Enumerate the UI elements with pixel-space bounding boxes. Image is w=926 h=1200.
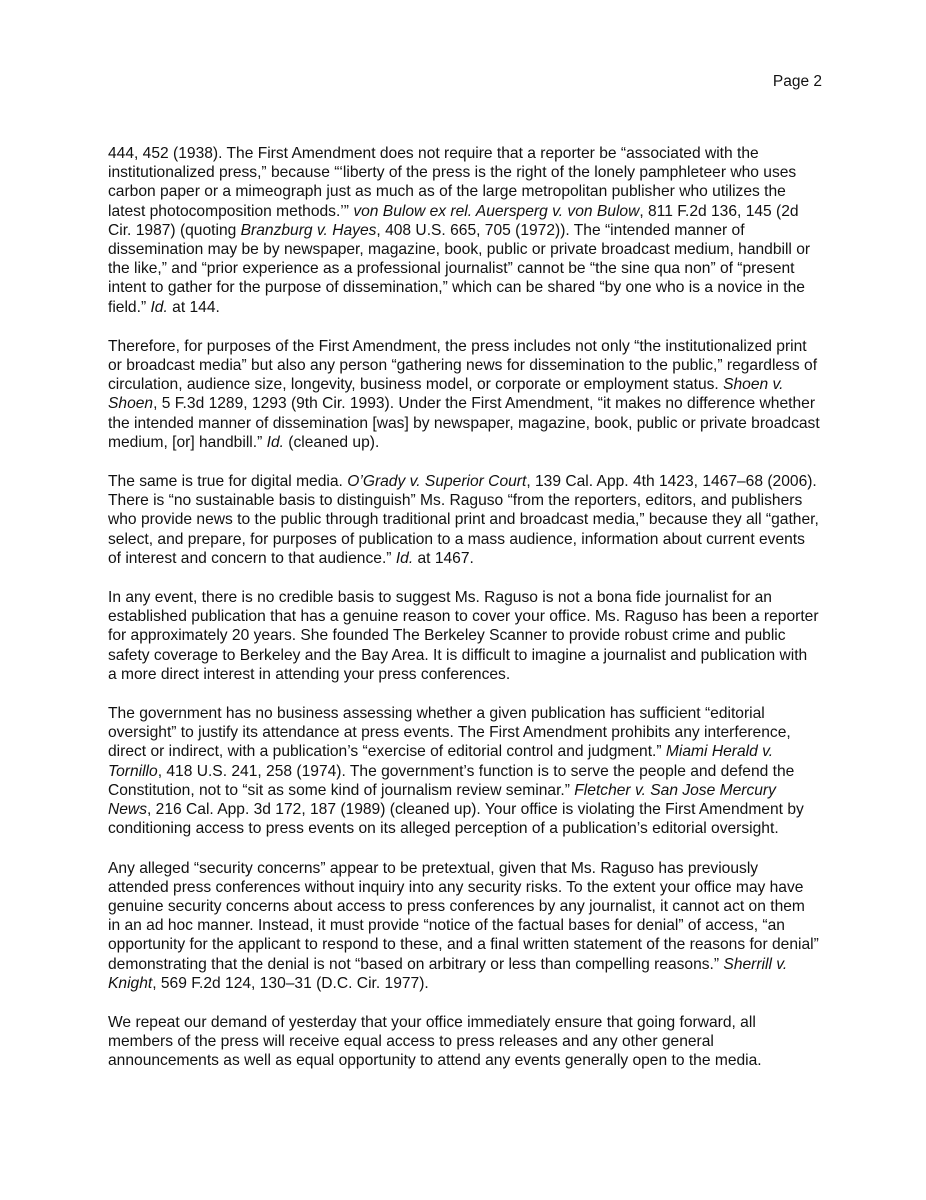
paragraph-text: , 811 F.2d 136, 145 (2d Cir. 1987) (quoting — [108, 202, 799, 239]
case-citation: Branzburg v. Hayes — [240, 221, 377, 239]
case-citation: Fletcher v. San Jose Mercury News — [108, 781, 776, 819]
paragraph-text: 444, 452 (1938). The First Amendment does not require that a reporter be “associated with the institutionalized press,” because “‘liberty of the press is the right of the lonely pamphleteer who uses carbon paper or a mimeograph just as much as of the large metropolitan publisher who utilizes the latest photocomposition methods.’” — [108, 145, 797, 220]
case-citation: O’Grady v. Superior Court — [347, 473, 527, 491]
paragraph-text: The same is true for digital media. — [108, 473, 348, 491]
paragraph-text: , 418 U.S. 241, 258 (1974). The government’s function is to serve the people and defend the Constitution, not to “sit as some kind of journalism review seminar.” — [108, 762, 795, 799]
paragraph — [108, 337, 820, 452]
paragraph-text: , 5 F.3d 1289, 1293 (9th Cir. 1993). Under the First Amendment, “it makes no difference whether the intended manner of dissemination [was] by newspaper, magazine, book, public or private broadcast medium, [or] handbill.” — [108, 395, 820, 451]
case-citation: Sherrill v. Knight — [108, 955, 788, 992]
paragraph-text: at 144. — [167, 298, 220, 316]
paragraph — [108, 1013, 820, 1071]
paragraph — [108, 859, 820, 993]
paragraph — [108, 704, 820, 838]
letter-body — [108, 144, 820, 1091]
paragraph-text: Therefore, for purposes of the First Amendment, the press includes not only “the institutionalized print or broadcast media” but also any person “gathering news for dissemination to the public,” regardless of circulation, audience size, longevity, business model, or corporate or employment status. — [108, 337, 818, 394]
paragraph-text: , 408 U.S. 665, 705 (1972)). The “intended manner of dissemination may be by newspaper, magazine, book, public or private broadcast medium, handbill or the like,” and “prior experience as a professional journalist” cannot be “the sine qua non” of “present intent to gather for the purpose of dissemination,” which can be shared “by one who is a novice in the field.” — [108, 221, 811, 316]
paragraph — [108, 472, 820, 568]
case-citation: Id. — [395, 549, 414, 567]
paragraph-text: (cleaned up). — [283, 433, 380, 451]
paragraph-text: at 1467. — [413, 549, 474, 567]
paragraph-text: , 569 F.2d 124, 130–31 (D.C. Cir. 1977). — [152, 974, 429, 992]
case-citation: Shoen v. Shoen — [108, 376, 784, 413]
case-citation: Id. — [150, 298, 168, 316]
paragraph-text: Any alleged “security concerns” appear to be pretextual, given that Ms. Raguso has previously attended press conferences without inquiry into any security risks. To the extent your office may have genuine security concerns about access to press conferences by any journalist, it cannot act on them in an ad hoc manner. Instead, it must provide “notice of the factual bases for denial” of access, “an opportunity for the applicant to respond to these, and a final written statement of the reasons for denial” demonstrating that the denial is not “based on arbitrary or less than compelling reasons.” — [108, 859, 819, 973]
paragraph-text: In any event, there is no credible basis to suggest Ms. Raguso is not a bona fide journalist for an established publication that has a genuine reason to cover your office. Ms. Raguso has been a reporter for approximately 20 years. She founded The Berkeley Scanner to provide robust crime and public safety coverage to Berkeley and the Bay Area. It is difficult to imagine a journalist and publication with a more direct interest in attending your press conferences. — [108, 589, 819, 683]
paragraph-text: We repeat our demand of yesterday that your office immediately ensure that going forward, all members of the press will receive equal access to press releases and any other general announcements as well as equal opportunity to attend any events generally open to the media. — [108, 1013, 762, 1070]
case-citation: von Bulow ex rel. Auersperg v. von Bulow — [353, 202, 640, 220]
case-citation: Miami Herald v. Tornillo — [108, 743, 774, 780]
paragraph-text: , 216 Cal. App. 3d 172, 187 (1989) (cleaned up). Your office is violating the First Amendment by conditioning access to press events on its alleged perception of a publication’s editorial oversight. — [108, 801, 804, 838]
paragraph-text: , 139 Cal. App. 4th 1423, 1467–68 (2006). There is “no sustainable basis to distinguish” Ms. Raguso “from the reporters, editors, and publishers who provide news to the public through traditional print and broadcast media,” because they all “gather, select, and prepare, for purposes of publication to a mass audience, information about current events of interest and concern to that audience.” — [108, 473, 819, 567]
page-number: Page 2 — [772, 73, 822, 90]
paragraph-text: The government has no business assessing whether a given publication has sufficient “editorial oversight” to justify its attendance at press events. The First Amendment prohibits any interference, direct or indirect, with a publication’s “exercise of editorial control and judgment.” — [108, 705, 791, 761]
paragraph — [108, 144, 820, 317]
case-citation: Id. — [266, 433, 284, 451]
paragraph — [108, 588, 820, 684]
